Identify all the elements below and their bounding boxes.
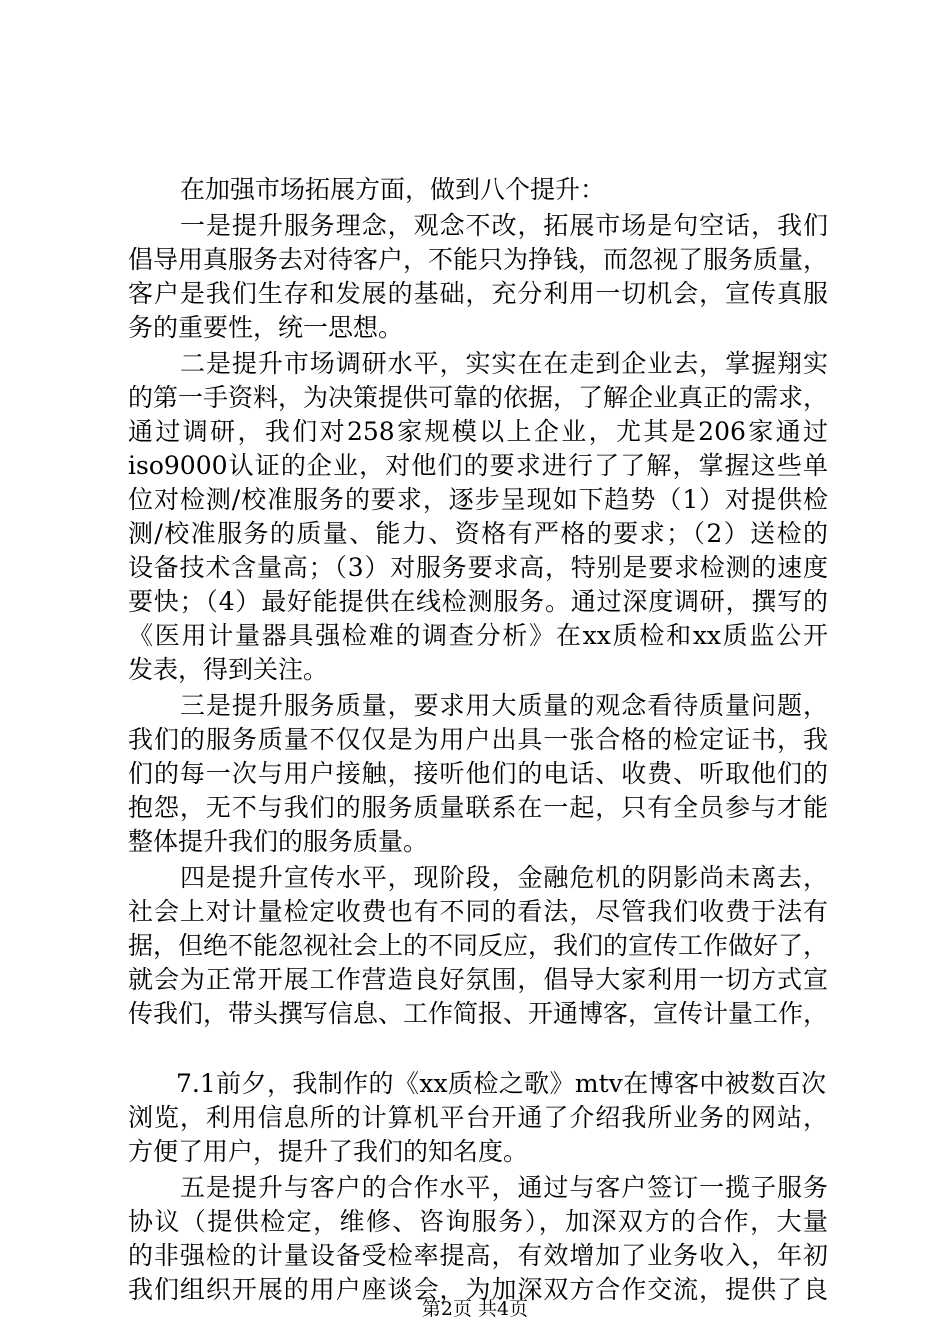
paragraph-line: 社会上对计量检定收费也有不同的看法，尽管我们收费于法有 — [128, 897, 828, 926]
paragraph-line: 一是提升服务理念，观念不改，拓展市场是句空话，我们 — [180, 211, 828, 240]
paragraph-line: 在加强市场拓展方面，做到八个提升： — [180, 175, 606, 204]
paragraph-line: 三是提升服务质量，要求用大质量的观念看待质量问题， — [180, 691, 828, 720]
page-footer: 第2页 共4页 — [421, 1298, 529, 1320]
paragraph-line: 传我们，带头撰写信息、工作简报、开通博客，宣传计量工作， — [128, 999, 829, 1028]
paragraph-line: 我们的服务质量不仅仅是为用户出具一张合格的检定证书，我 — [128, 725, 828, 754]
paragraph-line: 倡导用真服务去对待客户，不能只为挣钱，而忽视了服务质量， — [128, 245, 829, 274]
paragraph-line: 务的重要性，统一思想。 — [128, 313, 404, 342]
paragraph-line: 们的每一次与用户接触，接听他们的电话、收费、听取他们的 — [128, 759, 828, 788]
paragraph-line: 我们组织开展的用户座谈会，为加深双方合作交流，提供了良 — [128, 1275, 828, 1304]
paragraph-line: 要快；（4）最好能提供在线检测服务。通过深度调研，撰写的 — [128, 587, 828, 616]
paragraph-line: 据，但绝不能忽视社会上的不同反应，我们的宣传工作做好了， — [128, 931, 829, 960]
paragraph-line: iso9000认证的企业，对他们的要求进行了了解，掌握这些单 — [128, 451, 828, 480]
paragraph-line: 五是提升与客户的合作水平，通过与客户签订一揽子服务 — [180, 1173, 828, 1202]
paragraph-line: 二是提升市场调研水平，实实在在走到企业去，掌握翔实 — [180, 349, 828, 378]
paragraph-line: 发表，得到关注。 — [128, 655, 329, 684]
paragraph-line: 四是提升宣传水平，现阶段，金融危机的阴影尚未离去， — [180, 863, 828, 892]
paragraph-line: 抱怨，无不与我们的服务质量联系在一起，只有全员参与才能 — [128, 793, 828, 822]
paragraph-line: 整体提升我们的服务质量。 — [128, 827, 429, 856]
paragraph-line: 客户是我们生存和发展的基础，充分利用一切机会，宣传真服 — [128, 279, 828, 308]
paragraph-line: 就会为正常开展工作营造良好氛围，倡导大家利用一切方式宣 — [128, 965, 828, 994]
paragraph-line: 协议（提供检定，维修、咨询服务），加深双方的合作，大量 — [128, 1207, 828, 1236]
paragraph-line: 的第一手资料，为决策提供可靠的依据，了解企业真正的需求， — [128, 383, 829, 412]
paragraph-line: 通过调研，我们对258家规模以上企业，尤其是206家通过 — [128, 417, 828, 446]
paragraph-line: 方便了用户，提升了我们的知名度。 — [128, 1137, 529, 1166]
paragraph-line: 浏览，利用信息所的计算机平台开通了介绍我所业务的网站， — [128, 1103, 828, 1132]
paragraph-line: 7.1前夕，我制作的《xx质检之歌》mtv在博客中被数百次 — [176, 1069, 826, 1098]
paragraph-line: 设备技术含量高；（3）对服务要求高，特别是要求检测的速度 — [128, 553, 828, 582]
paragraph-line: 位对检测/校准服务的要求，逐步呈现如下趋势（1）对提供检 — [128, 485, 828, 514]
paragraph-line: 《医用计量器具强检难的调查分析》在xx质检和xx质监公开 — [128, 621, 828, 650]
paragraph-line: 测/校准服务的质量、能力、资格有严格的要求；（2）送检的 — [128, 519, 828, 548]
paragraph-line: 的非强检的计量设备受检率提高，有效增加了业务收入，年初 — [128, 1241, 828, 1270]
